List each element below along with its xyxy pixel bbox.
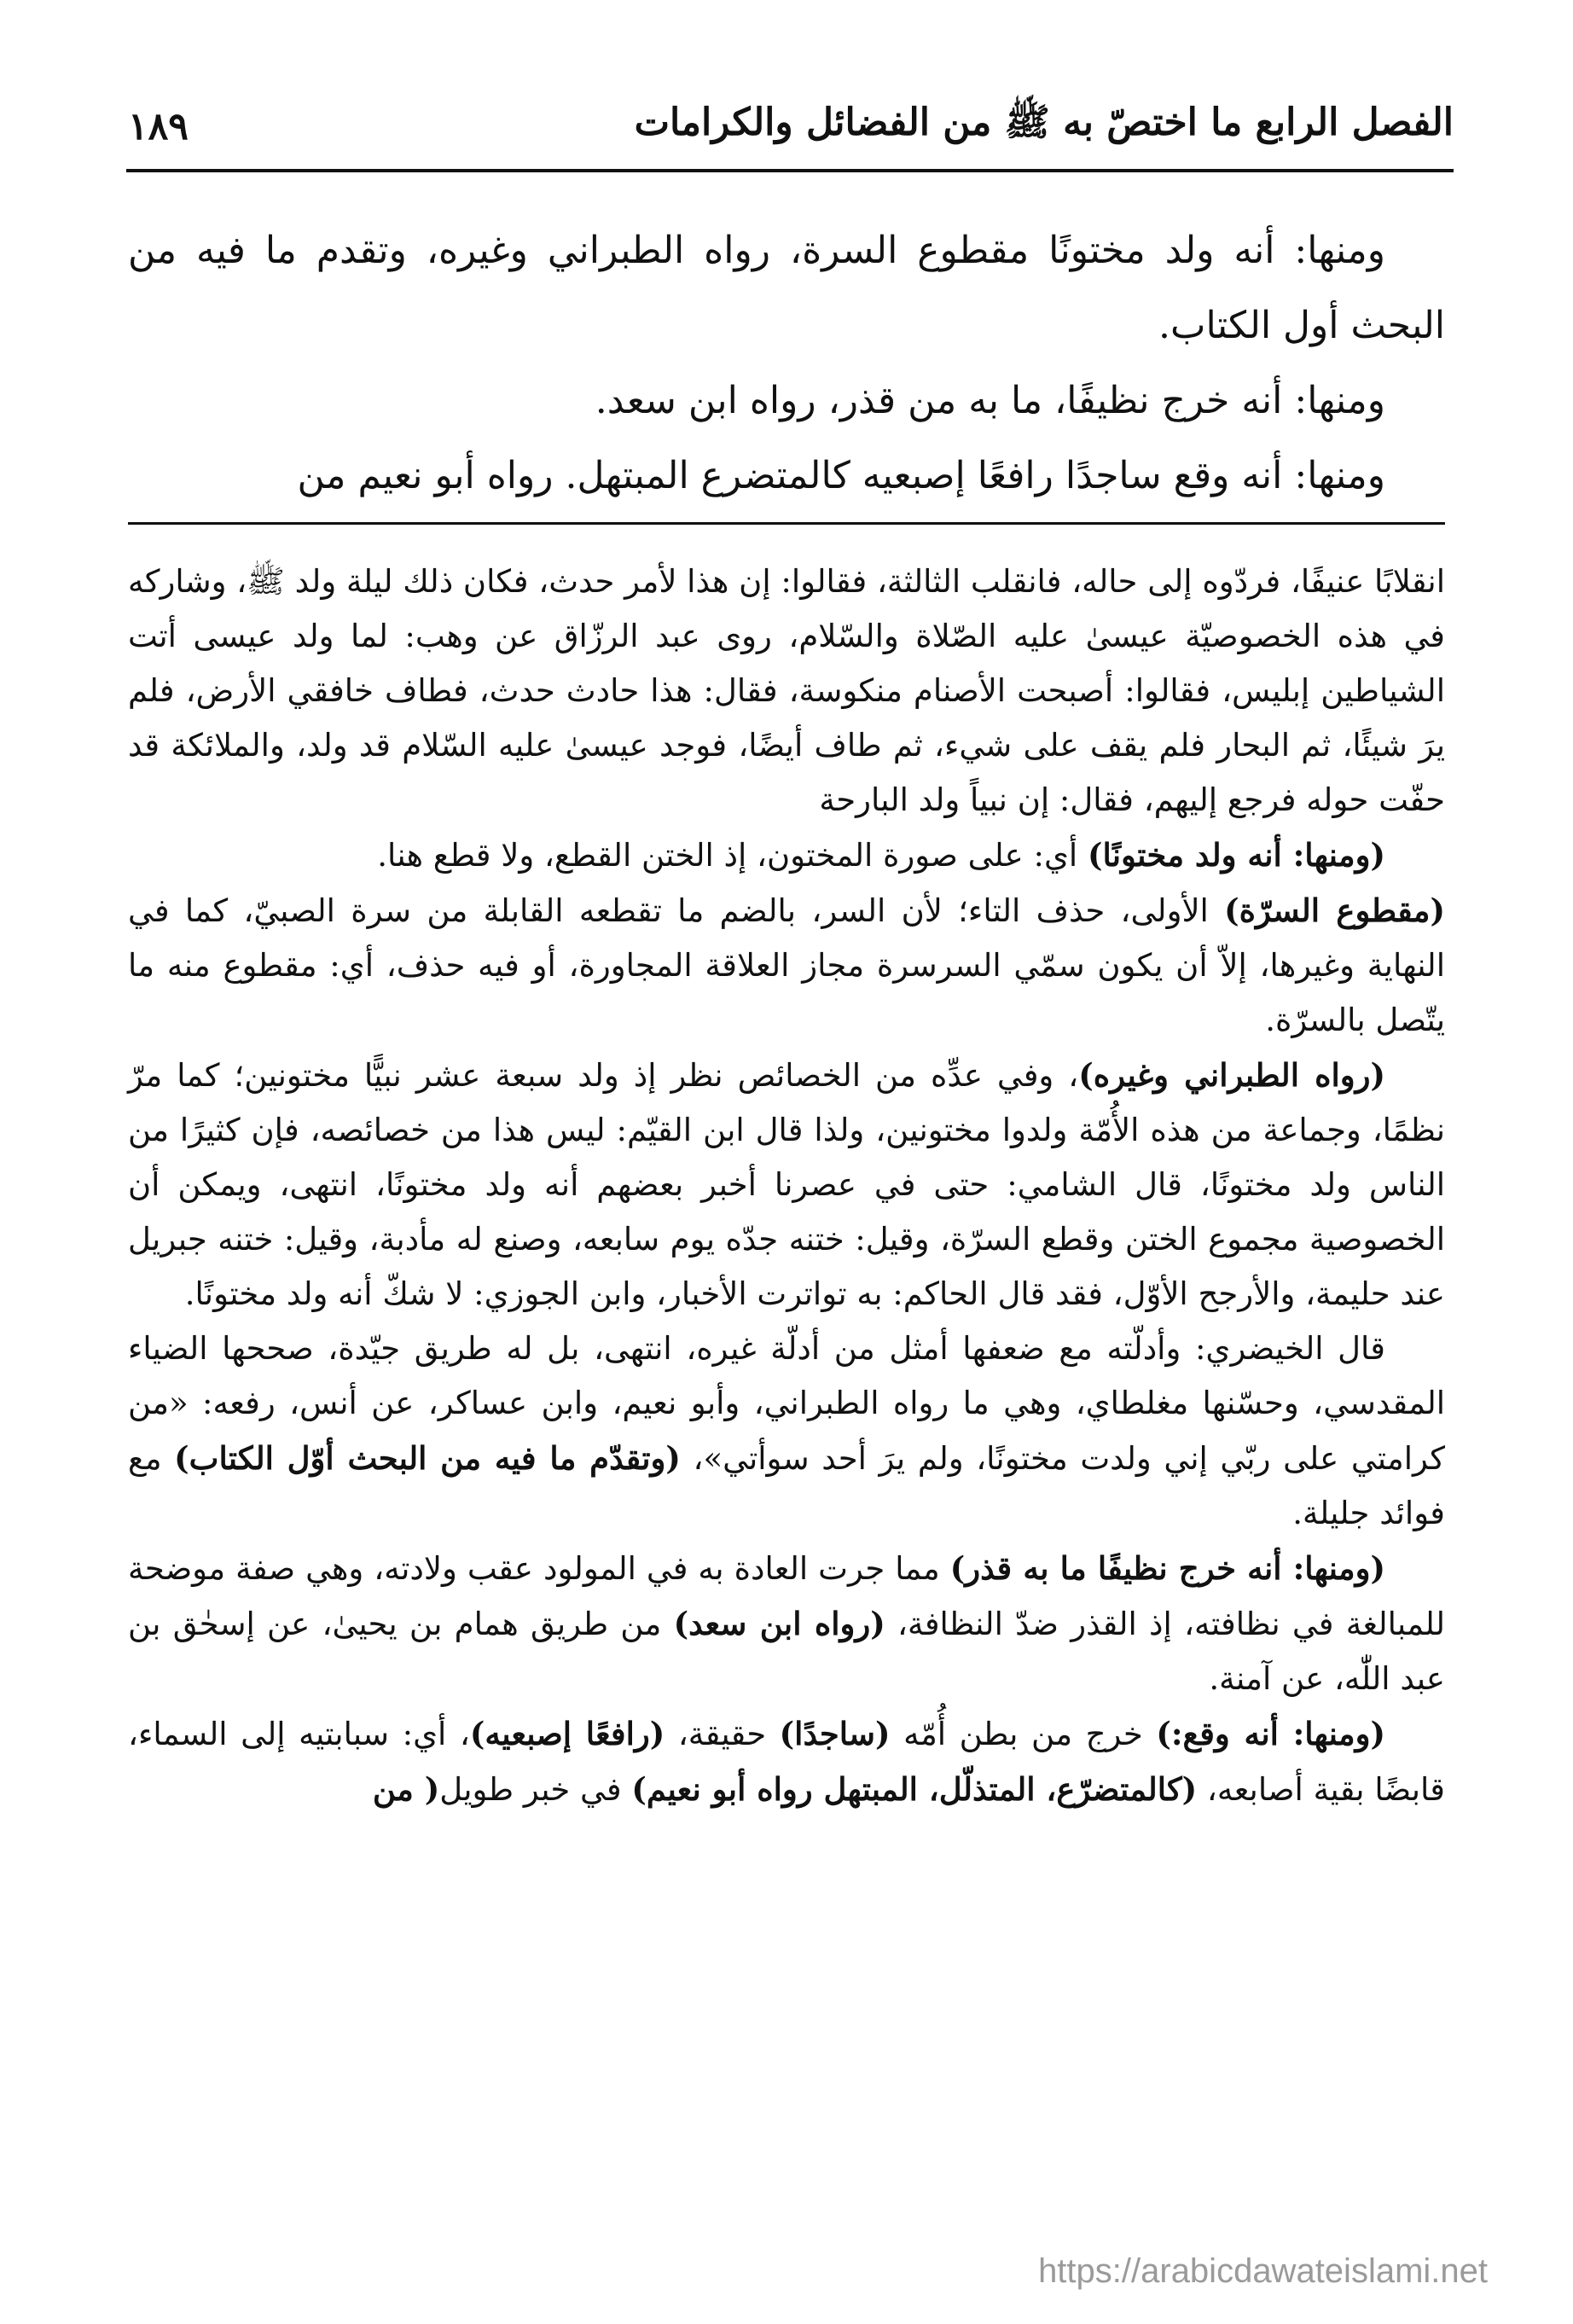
watermark-url: https://arabicdawateislami.net: [1038, 2252, 1488, 2290]
quoted-phrase: (وتقدّم ما فيه من البحث أوّل الكتاب): [174, 1439, 681, 1477]
commentary: [128, 555, 1445, 1817]
quoted-phrase: (ومنها: أنه خرج نظيفًا ما به قذر): [949, 1549, 1385, 1587]
quoted-phrase: (ساجدًا): [779, 1715, 891, 1752]
quoted-phrase: ( من: [372, 1770, 440, 1808]
page-number: ١٨٩: [128, 104, 189, 148]
commentary-paragraph: قال الخيضري: وأدلّته مع ضعفها أمثل من أدلّة غيره، انتهى، بل له طريق جيّدة، صححها الضياء المقدسي، وحسّنها مغلطاي، وهي ما رواه الطبراني، وأبو نعيم، وابن عساكر، عن أنس، رفعه: «من كرامتي على ربّي إني ولدت مختونًا، ولم يرَ أحد سوأتي»، (وتقدّم ما فيه من البحث أوّل الكتاب) مع فوائد جليلة.: [128, 1330, 1445, 1531]
quoted-phrase: (كالمتضرّع، المتذلّل، المبتهل رواه أبو نعيم): [631, 1770, 1198, 1808]
commentary-paragraph: (رواه الطبراني وغيره)، وفي عدِّه من الخصائص نظر إذ ولد سبعة عشر نبيًّا مختونين؛ كما مرّ نظمًا، وجماعة من هذه الأُمّة ولدوا مختونين، ولذا قال ابن القيّم: ليس هذا من خصائصه، فإن كثيرًا من الناس ولد مختونًا، قال الشامي: حتى في عصرنا أخبر بعضهم أنه ولد مختونًا، انتهى، ويمكن أن الخصوصية مجموع الختن وقطع السرّة، وقيل: ختنه جدّه يوم سابعه، وصنع له مأدبة، وقيل: ختنه جبريل عند حليمة، والأرجح الأوّل، فقد قال الحاكم: به تواترت الأخبار، وابن الجوزي: لا شكّ أنه ولد مختونًا.: [128, 1056, 1445, 1312]
quoted-phrase: (ومنها: أنه ولد مختونًا): [1087, 836, 1385, 874]
quoted-phrase: (ومنها: أنه وقع:): [1156, 1715, 1385, 1752]
commentary-paragraph: (ومنها: أنه وقع:) خرج من بطن أُمّه (ساجدًا) حقيقة، (رافعًا إصبعيه)، أي: سبابتيه إلى السماء، قابضًا بقية أصابعه، (كالمتضرّع، المتذلّل، المبتهل رواه أبو نعيم) في خبر طويل( من: [128, 1715, 1445, 1808]
chapter-title: الفصل الرابع ما اختصّ به ﷺ من الفضائل والكرامات: [634, 101, 1454, 144]
quoted-phrase: (رافعًا إصبعيه): [469, 1715, 665, 1752]
main-text: [128, 213, 1445, 514]
quoted-phrase: (مقطوع السرّة): [1224, 892, 1445, 929]
commentary-rule: [128, 522, 1445, 525]
main-paragraph: ومنها: أنه ولد مختونًا مقطوع السرة، رواه الطبراني وغيره، وتقدم ما فيه من البحث أول الكتاب.: [128, 229, 1445, 347]
quoted-phrase: (رواه ابن سعد): [673, 1605, 885, 1642]
commentary-paragraph: (ومنها: أنه ولد مختونًا) أي: على صورة المختون، إذ الختن القطع، ولا قطع هنا.: [377, 836, 1385, 874]
commentary-paragraph: انقلابًا عنيفًا، فردّوه إلى حاله، فانقلب الثالثة، فقالوا: إن هذا لأمر حدث، فكان ذلك ليلة ولد ﷺ، وشاركه في هذه الخصوصيّة عيسىٰ عليه الصّلاة والسّلام، روى عبد الرزّاق عن وهب: لما ولد عيسى أتت الشياطين إبليس، فقالوا: أصبحت الأصنام منكوسة، فقال: هذا حادث حدث، فطاف خافقي الأرض، فلم يرَ شيئًا، ثم البحار فلم يقف على شيء، ثم طاف أيضًا، فوجد عيسىٰ عليه السّلام قد ولد، والملائكة قد حفّت حوله فرجع إليهم، فقال: إن نبياً ولد البارحة: [128, 563, 1445, 818]
commentary-paragraph: (مقطوع السرّة) الأولى، حذف التاء؛ لأن السر، بالضم ما تقطعه القابلة من سرة الصبيّ، كما في النهاية وغيرها، إلاّ أن يكون سمّي السرسرة مجاز العلاقة المجاورة، أو فيه حذف، أي: مقطوع منه ما يتّصل بالسرّة.: [128, 892, 1445, 1038]
running-header: [128, 92, 1454, 160]
main-paragraph: ومنها: أنه خرج نظيفًا، ما به من قذر، رواه ابن سعد.: [595, 379, 1385, 422]
main-paragraph: ومنها: أنه وقع ساجدًا رافعًا إصبعيه كالمتضرع المبتهل. رواه أبو نعيم من: [297, 454, 1385, 497]
quoted-phrase: (رواه الطبراني وغيره): [1078, 1056, 1386, 1094]
commentary-paragraph: (ومنها: أنه خرج نظيفًا ما به قذر) مما جرت العادة به في المولود عقب ولادته، وهي صفة موضحة للمبالغة في نظافته، إذ القذر ضدّ النظافة، (رواه ابن سعد) من طريق همام بن يحيىٰ، عن إسحٰق بن عبد اللّٰه، عن آمنة.: [128, 1549, 1446, 1697]
header-rule: [126, 169, 1454, 172]
